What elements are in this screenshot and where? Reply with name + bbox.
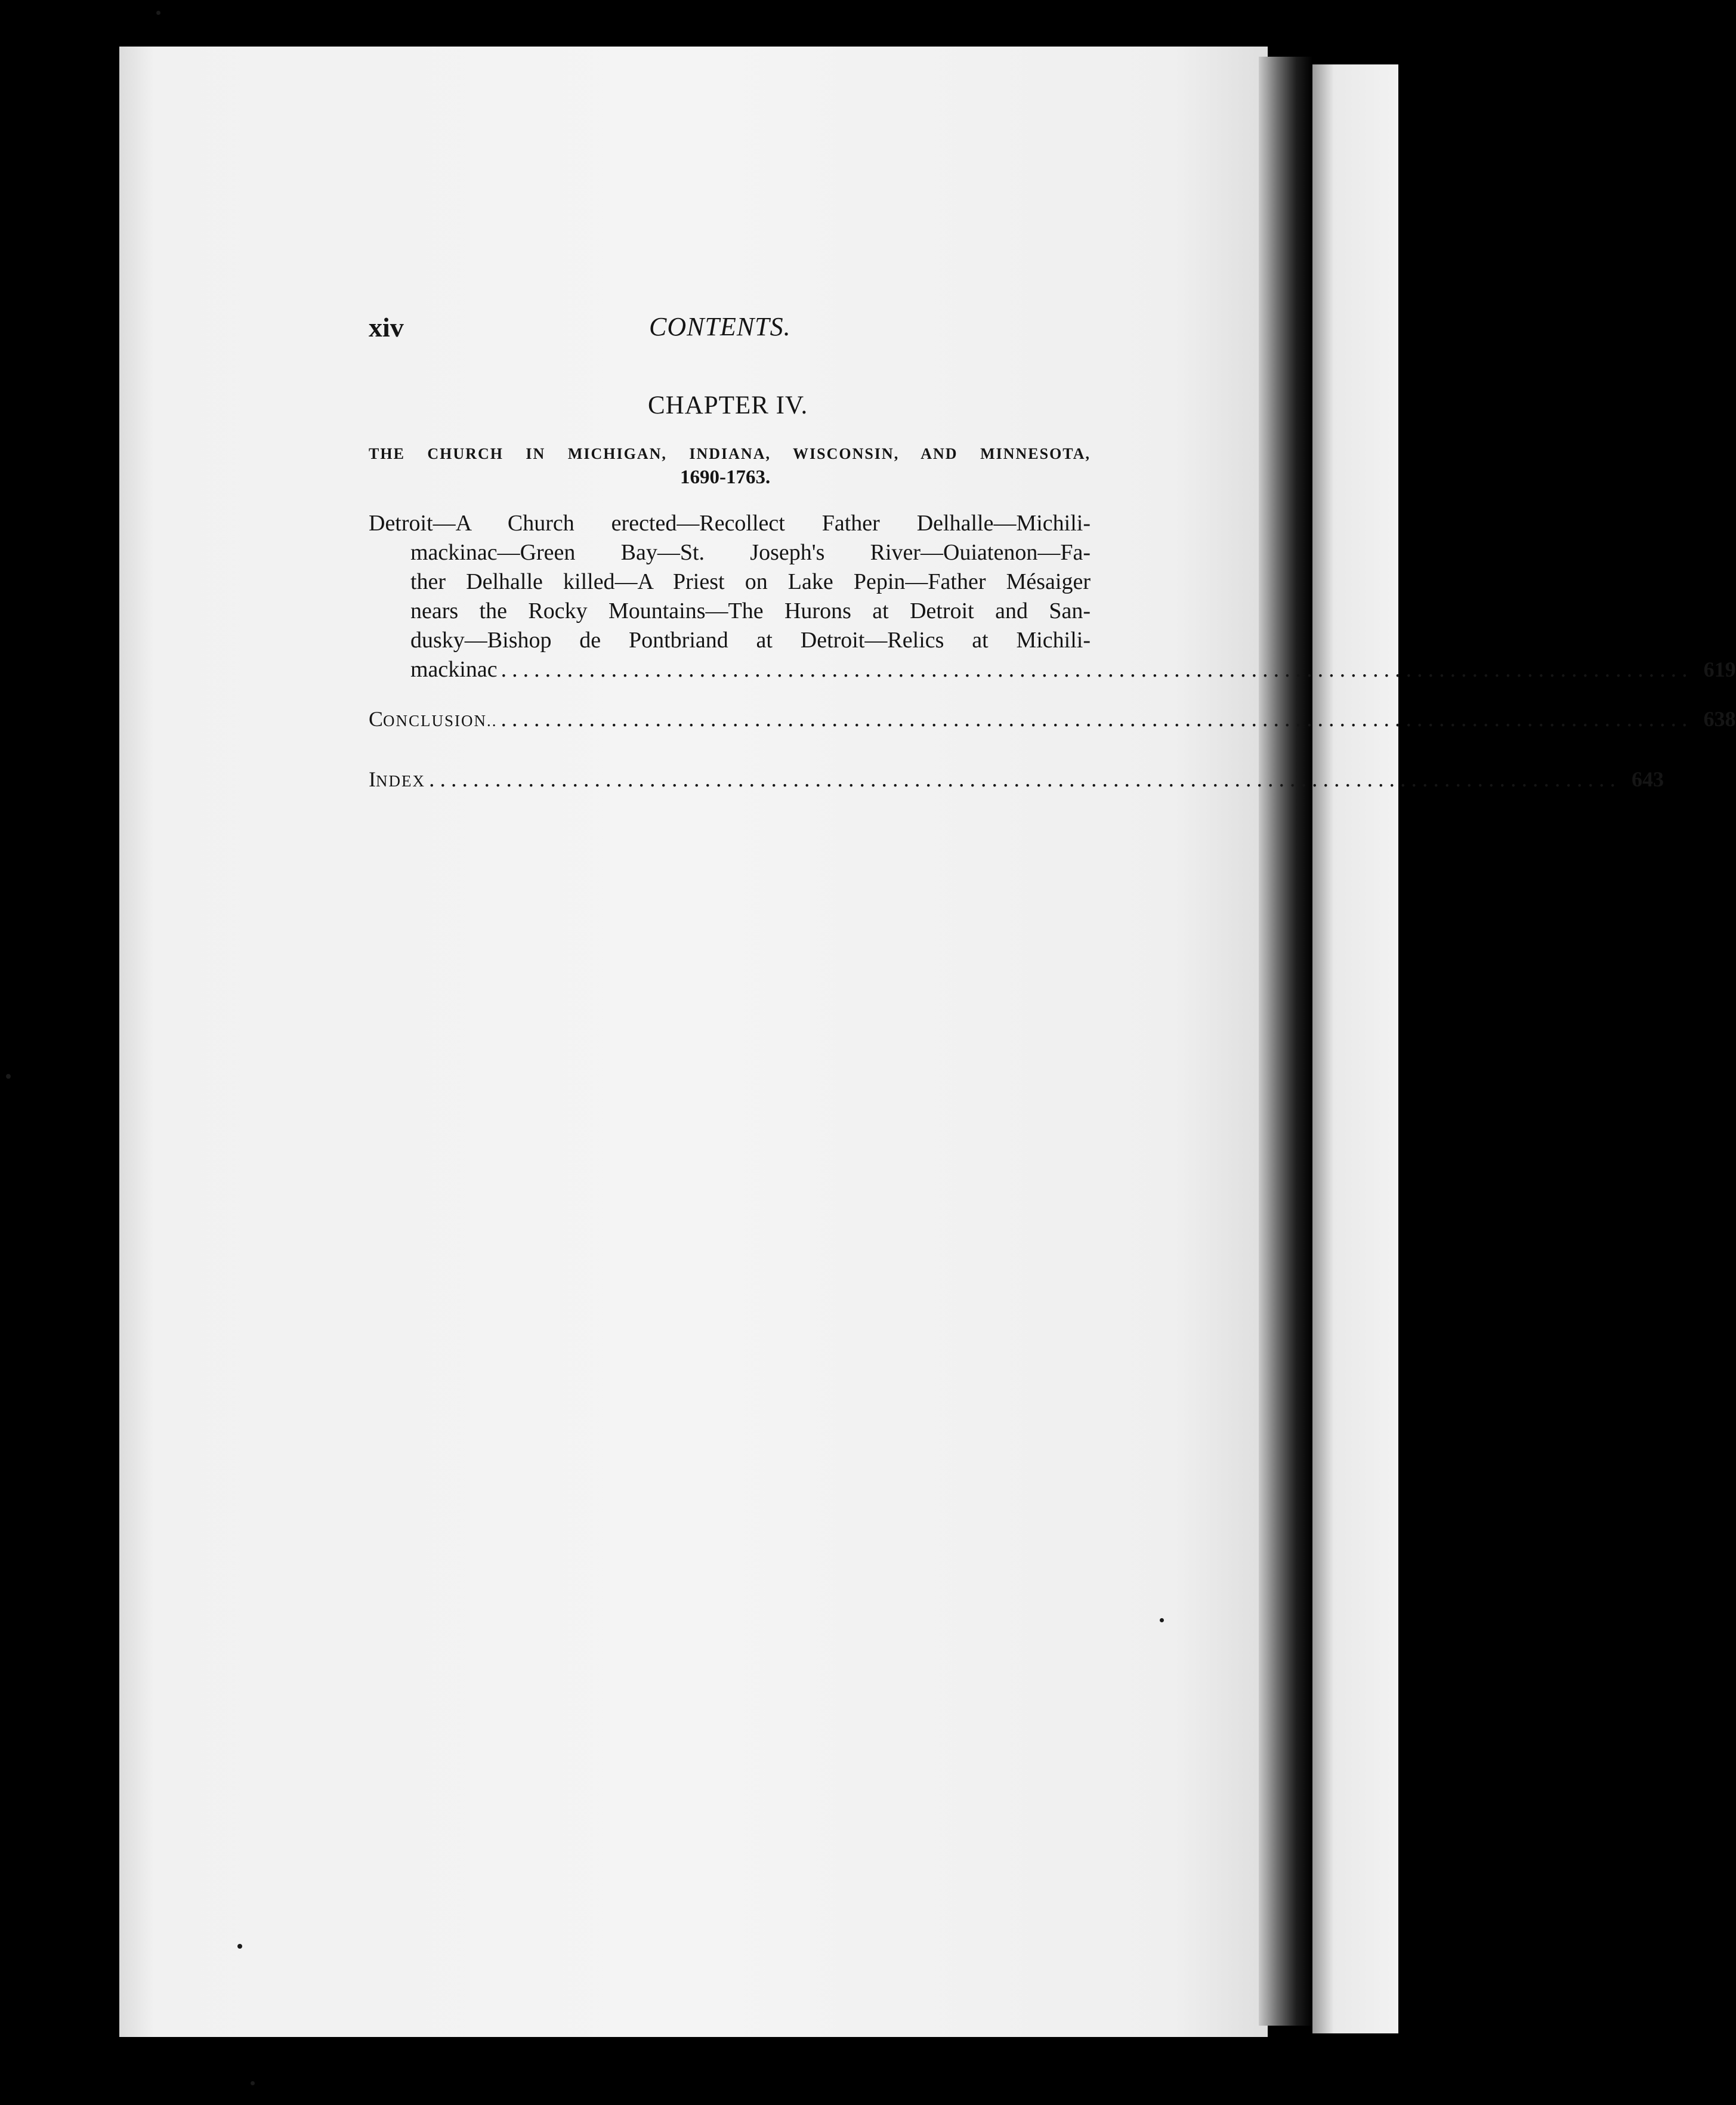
entry-page-number: 643 (1632, 767, 1664, 791)
gutter-shadow (1259, 57, 1312, 2026)
dot-leader: ............................................................................................................ (501, 657, 1693, 682)
summary-line: dusky—Bishop de Pontbriand at Detroit—Relics at Michili- (410, 628, 1091, 653)
dust-speck (156, 11, 160, 15)
summary-line-text: mackinac (410, 657, 498, 682)
chapter-heading: CHAPTER IV. (648, 391, 808, 419)
summary-line: mackinac—Green Bay—St. Joseph's River—Ouiatenon—Fa- (410, 540, 1091, 565)
toc-entry-conclusion (369, 706, 1736, 732)
chapter-title: THE CHURCH IN MICHIGAN, INDIANA, WISCONSIN, AND MINNESOTA, (369, 445, 1091, 462)
dust-speck (251, 2081, 255, 2085)
toc-entry-index (369, 766, 1664, 792)
summary-line: ther Delhalle killed—A Priest on Lake Pepin—Father Mésaiger (410, 569, 1091, 594)
dust-speck (237, 1944, 242, 1949)
entry-label: INDEX (369, 767, 425, 791)
summary-line: Detroit—A Church erected—Recollect Father Delhalle—Michili- (369, 511, 1091, 536)
summary-last-line (369, 655, 1736, 684)
dot-leader: ............................................................................................................ (429, 767, 1621, 792)
page-folio: xiv (369, 312, 404, 342)
entry-label: CONCLUSION.. (369, 707, 498, 731)
dot-leader: ............................................................................................................ (501, 706, 1693, 731)
chapter-summary (369, 509, 1736, 684)
dust-speck (6, 1074, 11, 1079)
entry-page-number: 638 (1703, 707, 1736, 731)
running-head: CONTENTS. (649, 312, 791, 341)
chapter-dates: 1690-1763. (680, 467, 771, 488)
facing-page-edge (1312, 64, 1398, 2033)
chapter-page-number: 619 (1703, 658, 1736, 681)
book-page (119, 47, 1268, 2037)
dust-speck (1160, 1618, 1164, 1622)
summary-line: nears the Rocky Mountains—The Hurons at Detroit and San- (410, 598, 1091, 624)
